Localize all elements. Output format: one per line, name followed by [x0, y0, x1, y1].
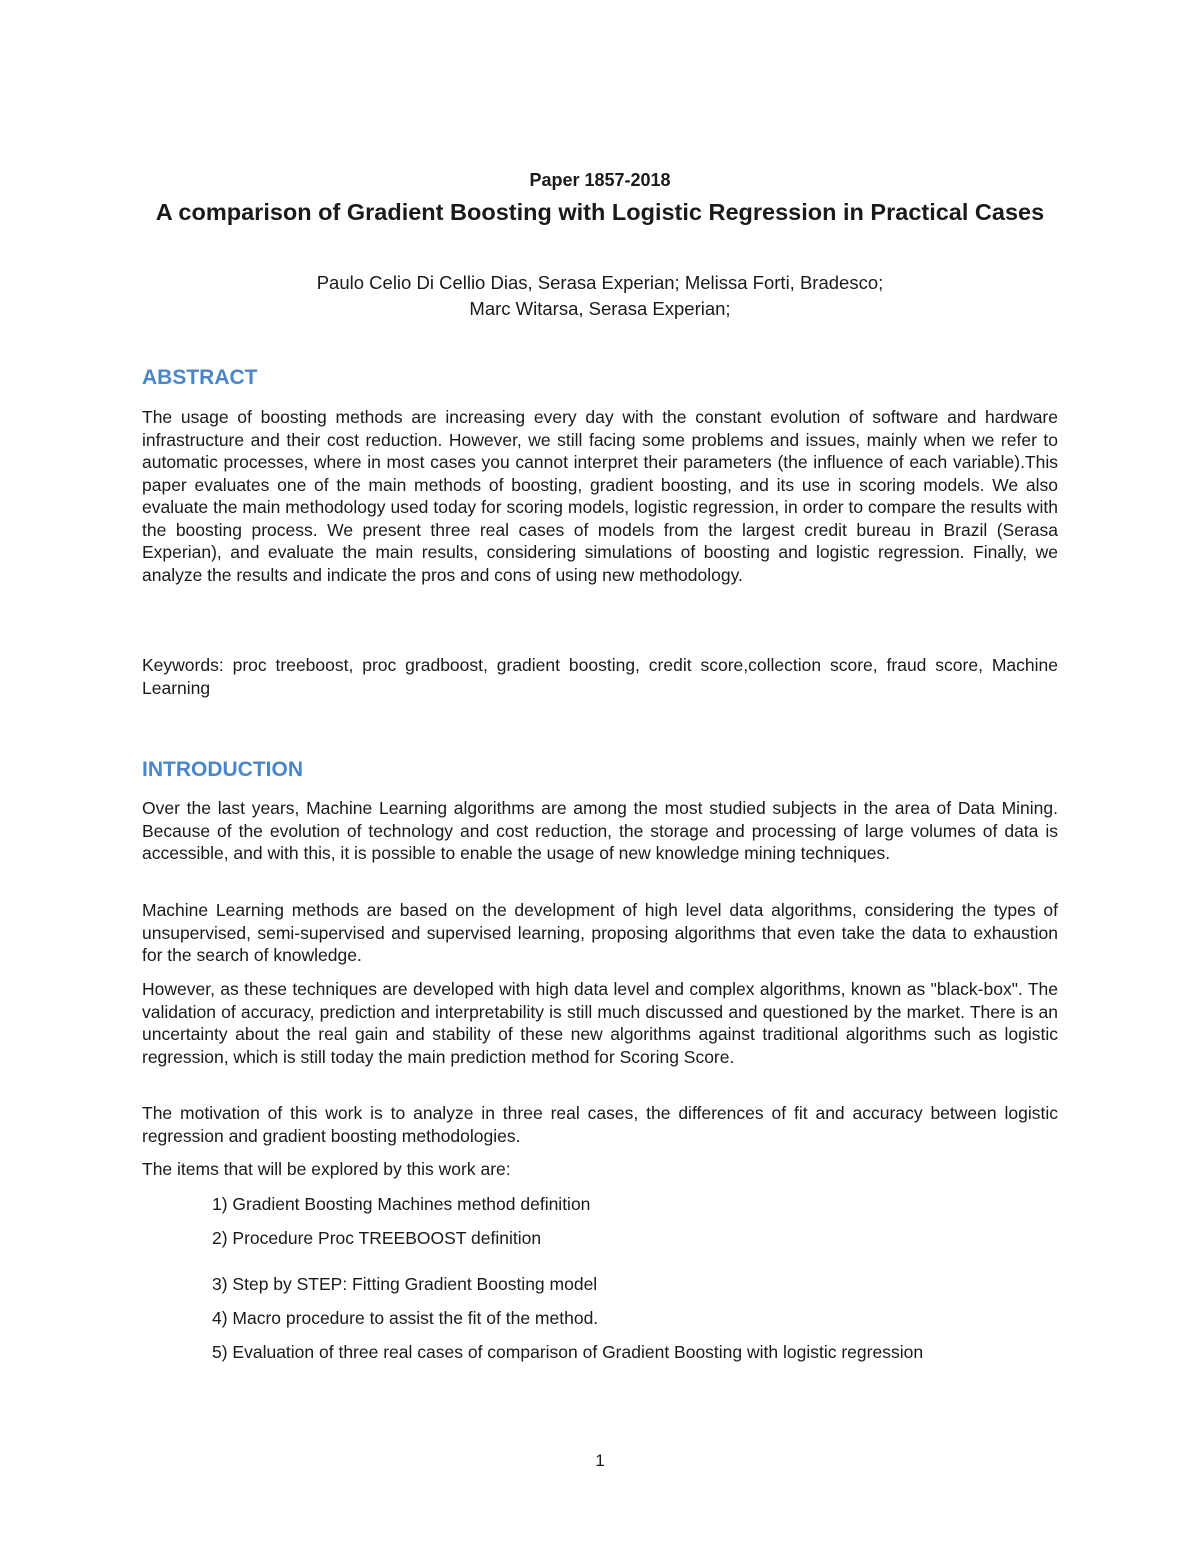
paper-number: Paper 1857-2018 — [529, 170, 671, 190]
list-item: 5) Evaluation of three real cases of comparison of Gradient Boosting with logistic regression — [212, 1342, 924, 1362]
abstract-heading: ABSTRACT — [142, 366, 258, 389]
abstract-text: The usage of boosting methods are increasing every day with the constant evolution of software and hardware infrastructure and their cost reduction. However, we still facing some problems and issues, mainly when we refer to automatic processes, where in most cases you cannot interpret their parameters (the influence of each variable).This paper evaluates one of the main methods of boosting, gradient boosting, and its use in scoring models. We also evaluate the main methodology used today for scoring models, logistic regression, in order to compare the results with the boosting process. We present three real cases of models from the largest credit bureau in Brazil (Serasa Experian), and evaluate the main results, considering simulations of boosting and logistic regression. Finally, we analyze the results and indicate the pros and cons of using new methodology. — [142, 407, 1058, 585]
author-line-2: Marc Witarsa, Serasa Experian; — [469, 298, 731, 319]
intro-paragraph-5: The items that will be explored by this work are: — [142, 1159, 511, 1179]
list-item: 4) Macro procedure to assist the fit of the method. — [212, 1308, 599, 1328]
author-line-1: Paulo Celio Di Cellio Dias, Serasa Experian; Melissa Forti, Bradesco; — [316, 272, 884, 293]
intro-paragraph-2: Machine Learning methods are based on the development of high level data algorithms, considering the types of unsupervised, semi-supervised and supervised learning, proposing algorithms that even take the data to exhaustion for the search of knowledge. — [142, 900, 1058, 965]
introduction-heading: INTRODUCTION — [142, 758, 303, 781]
list-item: 3) Step by STEP: Fitting Gradient Boosting model — [212, 1274, 598, 1294]
intro-paragraph-3: However, as these techniques are developed with high data level and complex algorithms, known as "black-box". The validation of accuracy, prediction and interpretability is still much discussed and questioned by the market. There is an uncertainty about the real gain and stability of these new algorithms against traditional algorithms such as logistic regression, which is still today the main prediction method for Scoring Score. — [142, 979, 1058, 1067]
intro-paragraph-1: Over the last years, Machine Learning algorithms are among the most studied subjects in the area of Data Mining. Because of the evolution of technology and cost reduction, the storage and processing of large volumes of data is accessible, and with this, it is possible to enable the usage of new knowledge mining techniques. — [142, 798, 1058, 863]
paper-title: A comparison of Gradient Boosting with Logistic Regression in Practical Cases — [155, 199, 1045, 225]
intro-paragraph-4: The motivation of this work is to analyze in three real cases, the differences of fit and accuracy between logistic regression and gradient boosting methodologies. — [142, 1103, 1058, 1146]
page-number: 1 — [595, 1451, 605, 1470]
list-item: 1) Gradient Boosting Machines method definition — [212, 1194, 591, 1214]
list-item: 2) Procedure Proc TREEBOOST definition — [212, 1228, 542, 1248]
keywords: Keywords: proc treeboost, proc gradboost, gradient boosting, credit score,collection score, fraud score, Machine Learning — [142, 655, 1058, 698]
author-block — [142, 270, 1058, 322]
